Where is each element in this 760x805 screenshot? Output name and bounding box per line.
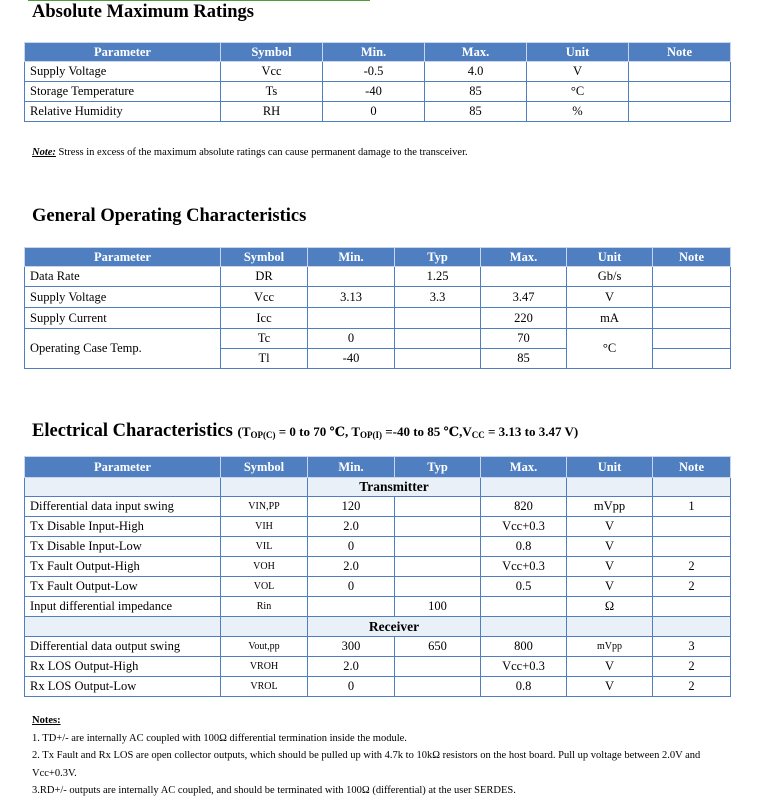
- cell-max: 800: [481, 637, 567, 657]
- cell-unit: %: [527, 102, 629, 122]
- cell-max: 3.47: [481, 287, 567, 308]
- cell-max: 0.8: [481, 537, 567, 557]
- table-row: [25, 267, 731, 287]
- cell-min: 0: [308, 537, 395, 557]
- table-row: [25, 102, 731, 122]
- cell-typ: 100: [395, 597, 481, 617]
- col-min: Min.: [323, 43, 425, 62]
- cell-typ: [395, 497, 481, 517]
- cell-note: 2: [653, 577, 731, 597]
- table-row: [25, 557, 731, 577]
- cell-max: 85: [425, 82, 527, 102]
- cell-parameter: Storage Temperature: [25, 82, 221, 102]
- goc-table: [24, 247, 731, 369]
- cell-symbol: RH: [221, 102, 323, 122]
- cell-max: 70: [481, 329, 567, 349]
- cell-unit: V: [567, 287, 653, 308]
- cell-min: 0: [308, 329, 395, 349]
- col-symbol: Symbol: [221, 457, 308, 478]
- cell-max: 85: [425, 102, 527, 122]
- cell-symbol: VROL: [221, 677, 308, 697]
- cell-symbol: Icc: [221, 308, 308, 329]
- cell-parameter: Operating Case Temp.: [25, 329, 221, 369]
- cell-parameter: Supply Current: [25, 308, 221, 329]
- cell-max: [481, 597, 567, 617]
- cell-max: 820: [481, 497, 567, 517]
- cell-min: 0: [323, 102, 425, 122]
- cell-symbol: VIH: [221, 517, 308, 537]
- col-min: Min.: [308, 248, 395, 267]
- cell-symbol: DR: [221, 267, 308, 287]
- cell-typ: [395, 308, 481, 329]
- cell-parameter: Tx Disable Input-Low: [25, 537, 221, 557]
- cell-parameter: Supply Voltage: [25, 287, 221, 308]
- cell-typ: 650: [395, 637, 481, 657]
- cell-symbol: VOH: [221, 557, 308, 577]
- cell-note: 2: [653, 657, 731, 677]
- col-typ: Typ: [395, 457, 481, 478]
- col-parameter: Parameter: [25, 457, 221, 478]
- table-row: [25, 82, 731, 102]
- table-row: [25, 517, 731, 537]
- col-symbol: Symbol: [221, 248, 308, 267]
- col-note: Note: [629, 43, 731, 62]
- ec-header-row: [25, 457, 731, 478]
- note-item-3: 3.RD+/- outputs are internally AC coupled, and should be terminated with 100Ω (differential) at the user SERDES.: [32, 785, 516, 796]
- cell-parameter: Tx Disable Input-High: [25, 517, 221, 537]
- cell-parameter: Rx LOS Output-Low: [25, 677, 221, 697]
- cell-note: [653, 517, 731, 537]
- cell-parameter: Data Rate: [25, 267, 221, 287]
- cell-typ: 1.25: [395, 267, 481, 287]
- cell-min: [308, 597, 395, 617]
- cell-symbol: Ts: [221, 82, 323, 102]
- cell-note: [653, 537, 731, 557]
- cell-note: [653, 597, 731, 617]
- cell-unit: mVpp: [567, 637, 653, 657]
- amr-table: [24, 42, 731, 122]
- cell-note: 2: [653, 677, 731, 697]
- section-label-receiver: Receiver: [308, 617, 481, 637]
- cell-parameter: Relative Humidity: [25, 102, 221, 122]
- amr-title: Absolute Maximum Ratings: [32, 2, 255, 22]
- cell-parameter: Supply Voltage: [25, 62, 221, 82]
- table-row: [25, 308, 731, 329]
- cell-note: [629, 62, 731, 82]
- table-row: [25, 329, 731, 349]
- cell-parameter: Rx LOS Output-High: [25, 657, 221, 677]
- cell-note: [653, 349, 731, 369]
- col-min: Min.: [308, 457, 395, 478]
- cell-symbol: VIL: [221, 537, 308, 557]
- cell-unit: V: [527, 62, 629, 82]
- col-unit: Unit: [567, 248, 653, 267]
- cell-min: 0: [308, 577, 395, 597]
- col-typ: Typ: [395, 248, 481, 267]
- cell-symbol: Vcc: [221, 62, 323, 82]
- section-row-transmitter: [25, 478, 731, 497]
- cell-symbol: Vcc: [221, 287, 308, 308]
- cell-note: [629, 102, 731, 122]
- cell-symbol: Tl: [221, 349, 308, 369]
- cell-min: 2.0: [308, 517, 395, 537]
- goc-title: General Operating Characteristics: [32, 206, 307, 226]
- cell-max: Vcc+0.3: [481, 557, 567, 577]
- cell-note: 2: [653, 557, 731, 577]
- header-rule: [28, 0, 370, 1]
- col-note: Note: [653, 248, 731, 267]
- cell-unit: Gb/s: [567, 267, 653, 287]
- cell-note: [653, 329, 731, 349]
- table-row: [25, 537, 731, 557]
- table-row: [25, 657, 731, 677]
- notes-block: [32, 712, 744, 800]
- cell-unit: V: [567, 657, 653, 677]
- cell-unit: V: [567, 517, 653, 537]
- cell-unit: V: [567, 577, 653, 597]
- cell-max: Vcc+0.3: [481, 517, 567, 537]
- section-label-transmitter: Transmitter: [308, 478, 481, 497]
- cell-typ: [395, 657, 481, 677]
- cell-unit: V: [567, 537, 653, 557]
- col-parameter: Parameter: [25, 248, 221, 267]
- cell-min: 300: [308, 637, 395, 657]
- ec-table: [24, 456, 731, 697]
- cell-unit: V: [567, 677, 653, 697]
- cell-unit: mVpp: [567, 497, 653, 517]
- cell-typ: [395, 349, 481, 369]
- cell-typ: [395, 557, 481, 577]
- ec-conditions: ($T_{OP(C)} = 0$ to 70 ℃, $T_{OP(I)} =-40$ to 85 $℃,V_{CC} = 3.13$ to 3.47 V): [237, 424, 579, 440]
- cell-min: -40: [323, 82, 425, 102]
- cell-symbol: VIN,PP: [221, 497, 308, 517]
- table-row: [25, 497, 731, 517]
- table-row: [25, 577, 731, 597]
- cell-note: [653, 287, 731, 308]
- cell-symbol: Rin: [221, 597, 308, 617]
- cell-unit: V: [567, 557, 653, 577]
- cell-typ: 3.3: [395, 287, 481, 308]
- cell-min: 2.0: [308, 557, 395, 577]
- table-row: [25, 597, 731, 617]
- ec-title: [32, 421, 578, 442]
- cell-note: 1: [653, 497, 731, 517]
- col-unit: Unit: [567, 457, 653, 478]
- cell-max: 85: [481, 349, 567, 369]
- cell-typ: [395, 329, 481, 349]
- cell-min: 120: [308, 497, 395, 517]
- cell-symbol: Tc: [221, 329, 308, 349]
- cell-max: 0.8: [481, 677, 567, 697]
- cell-min: 0: [308, 677, 395, 697]
- col-unit: Unit: [527, 43, 629, 62]
- cell-min: [308, 267, 395, 287]
- cell-parameter: Tx Fault Output-High: [25, 557, 221, 577]
- cell-typ: [395, 537, 481, 557]
- cell-parameter: Tx Fault Output-Low: [25, 577, 221, 597]
- cell-symbol: VOL: [221, 577, 308, 597]
- goc-header-row: [25, 248, 731, 267]
- cell-max: 4.0: [425, 62, 527, 82]
- cell-parameter: Differential data input swing: [25, 497, 221, 517]
- table-row: [25, 637, 731, 657]
- col-max: Max.: [481, 457, 567, 478]
- cell-note: 3: [653, 637, 731, 657]
- cell-symbol: Vout,pp: [221, 637, 308, 657]
- amr-note: [32, 147, 468, 158]
- cell-unit: °C: [567, 329, 653, 369]
- cell-parameter: Differential data output swing: [25, 637, 221, 657]
- cell-max: Vcc+0.3: [481, 657, 567, 677]
- col-note: Note: [653, 457, 731, 478]
- ec-title-text: Electrical Characteristics: [32, 421, 233, 441]
- table-row: [25, 287, 731, 308]
- notes-title: Notes:: [32, 715, 61, 726]
- cell-min: 3.13: [308, 287, 395, 308]
- table-row: [25, 62, 731, 82]
- cell-max: 220: [481, 308, 567, 329]
- col-parameter: Parameter: [25, 43, 221, 62]
- amr-header-row: [25, 43, 731, 62]
- cell-typ: [395, 517, 481, 537]
- amr-note-label: Note:: [32, 147, 56, 158]
- cell-note: [653, 267, 731, 287]
- cell-unit: Ω: [567, 597, 653, 617]
- cell-min: 2.0: [308, 657, 395, 677]
- cell-unit: mA: [567, 308, 653, 329]
- cell-note: [629, 82, 731, 102]
- cell-symbol: VROH: [221, 657, 308, 677]
- note-item-2: 2. Tx Fault and Rx LOS are open collector outputs, which should be pulled up with 4.7k to 10kΩ resistors on the host board. Pull up voltage between 2.0V and Vcc+0.3V.: [32, 750, 701, 779]
- cell-parameter: Input differential impedance: [25, 597, 221, 617]
- col-symbol: Symbol: [221, 43, 323, 62]
- cell-min: -40: [308, 349, 395, 369]
- table-row: [25, 677, 731, 697]
- section-row-receiver: [25, 617, 731, 637]
- col-max: Max.: [481, 248, 567, 267]
- amr-note-text: Stress in excess of the maximum absolute ratings can cause permanent damage to the transceiver.: [55, 147, 468, 158]
- cell-max: [481, 267, 567, 287]
- cell-min: -0.5: [323, 62, 425, 82]
- cell-typ: [395, 677, 481, 697]
- cell-max: 0.5: [481, 577, 567, 597]
- note-item-1: 1. TD+/- are internally AC coupled with 100Ω differential termination inside the module.: [32, 732, 407, 744]
- cell-unit: °C: [527, 82, 629, 102]
- cell-typ: [395, 577, 481, 597]
- cell-note: [653, 308, 731, 329]
- col-max: Max.: [425, 43, 527, 62]
- cell-min: [308, 308, 395, 329]
